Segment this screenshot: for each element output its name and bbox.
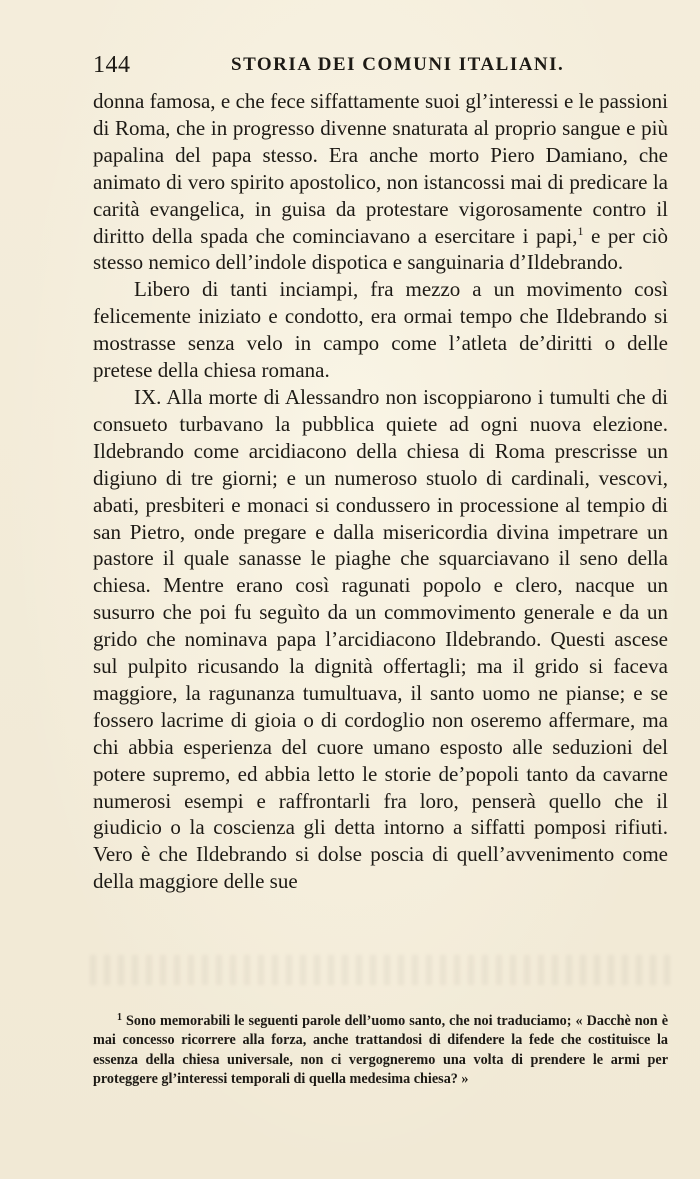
footnote-text: Sono memorabili le seguenti parole dell’uomo santo, che noi traduciamo; « Dacchè non è mai concesso ricorrere alla forza, anche trattandosi di difendere la fede che costituisce la essenza della chiesa universale, non ci vergogneremo una volta di prendere le armi per proteggere gl’interessi temporali di quella medesima chiesa? » <box>93 1013 668 1087</box>
page-number: 144 <box>93 52 131 78</box>
running-title: STORIA DEI COMUNI ITALIANI. <box>231 54 565 75</box>
main-text <box>93 88 668 895</box>
footnote-reference: 1 <box>577 223 584 238</box>
paragraph-3: IX. Alla morte di Alessandro non iscoppiarono i tumulti che di consueto turbavano la pubblica quiete ad ogni nuova elezione. Ildebrando come arcidiacono della chiesa di Roma prescrisse un digiuno di tre giorni; e un numeroso stuolo di cardinali, vescovi, abati, presbiteri e monaci si condussero in processione al tempio di san Pietro, onde pregare e dalla misericordia divina impetrare un pastore il quale sanasse le piaghe che squarciavano il seno della chiesa. Mentre erano così ragunati popolo e clero, nacque un susurro che poi fu seguìto da un commovimento generale e da un grido che nominava papa l’arcidiacono Ildebrando. Questi ascese sul pulpito ricusando la dignità offertagli; ma il grido si faceva maggiore, la ragunanza tumultuava, il santo uomo ne pianse; e se fossero lacrime di gioia o di cordoglio non oseremo affermare, ma chi abbia esperienza del cuore umano esposto alle seduzioni del potere supremo, ed abbia letto le storie de’popoli tanto da cavarne numerosi esempi e raffrontarli fra loro, penserà quello che il giudicio o la coscienza gli detta intorno a siffatti pomposi rifiuti. Vero è che Ildebrando si dolse poscia di quell’avvenimento come della maggiore delle sue <box>93 384 668 894</box>
paper-show-through <box>90 955 670 985</box>
page-header <box>93 52 668 82</box>
paragraph-1-text-b: e per ciò stesso nemico dell’indole dispotica e sanguinaria d’Ildebrando. <box>93 223 668 275</box>
footnote-marker: 1 <box>117 1012 122 1023</box>
paragraph-2: Libero di tanti inciampi, fra mezzo a un movimento così felicemente iniziato e condotto, era ormai tempo che Ildebrando si mostrasse senza velo in campo come l’atleta de’diritti o delle pretese della chiesa romana. <box>93 277 668 383</box>
footnote <box>93 1012 668 1089</box>
paragraph-1 <box>93 88 668 276</box>
paragraph-1-text-a: donna famosa, e che fece siffattamente suoi gl’interessi e le passioni di Roma, che in progresso divenne snaturata al proprio sangue e più papalina del papa stesso. Era anche morto Piero Damiano, che animato di vero spirito apostolico, non istancossi mai di predicare la carità evangelica, in guisa da protestare vigorosamente contro il diritto della spada che cominciavano a esercitare i papi, <box>93 89 668 248</box>
